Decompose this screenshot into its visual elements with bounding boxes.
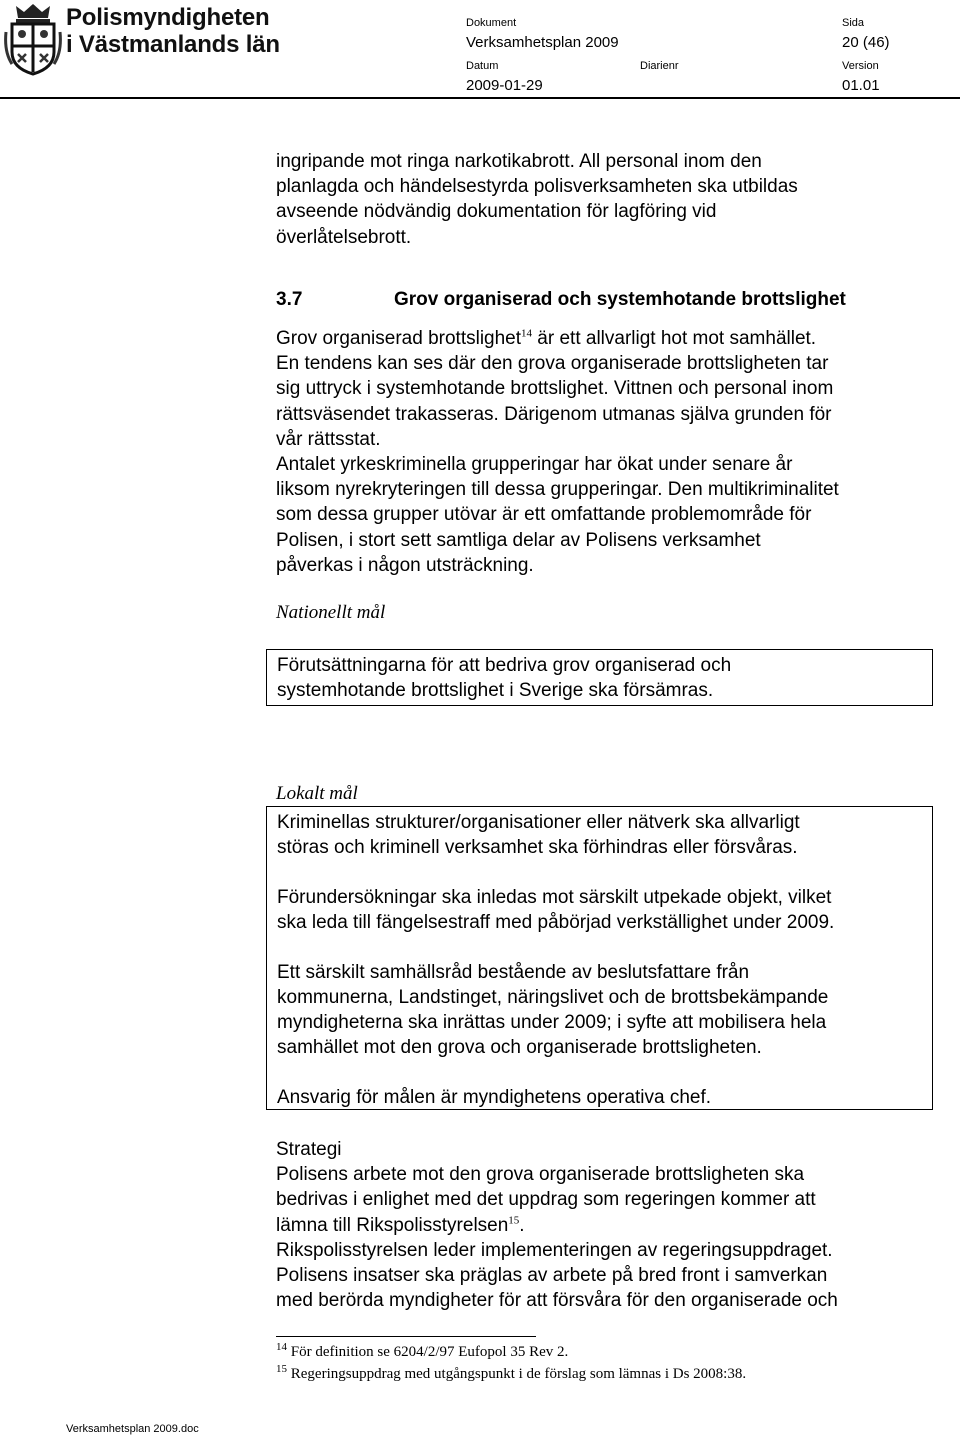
local-goal-line: Ett särskilt samhällsråd bestående av beslutsfattare från xyxy=(277,962,750,983)
strategy-line: Polisens insatser ska präglas av arbete på bred front i samverkan xyxy=(276,1265,828,1287)
intro-line: överlåtelsebrott. xyxy=(276,226,412,248)
intro-line: ingripande mot ringa narkotikabrott. All personal inom den xyxy=(276,151,762,172)
local-goal-line: störas och kriminell verksamhet ska förhindras eller försvåras. xyxy=(277,837,798,858)
footnote-number: 14 xyxy=(276,1341,287,1353)
section-line: rättsväsendet trakasseras. Därigenom utmanas själva grunden för xyxy=(276,403,832,425)
local-goal-line: myndigheterna ska inrättas under 2009; i syfte att mobilisera hela xyxy=(277,1012,827,1033)
intro-line: avseende nödvändig dokumentation för lagföring vid xyxy=(276,201,717,223)
strategy-heading: Strategi xyxy=(276,1139,342,1160)
local-goal-box xyxy=(266,806,933,1110)
local-goal-line: kommunerna, Landstinget, näringslivet och de brottsbekämpande xyxy=(277,987,829,1008)
section-line: sig uttryck i systemhotande brottslighet. Vittnen och personal inom xyxy=(276,378,834,400)
organization-name-line2: i Västmanlands län xyxy=(66,31,280,58)
footnote-14 xyxy=(276,1342,568,1362)
page-label: Sida xyxy=(842,17,865,29)
section-line: Polisen, i stort sett samtliga delar av Polisens verksamhet xyxy=(276,529,761,551)
local-goal-heading: Lokalt mål xyxy=(276,783,358,804)
section-line: Antalet yrkeskriminella grupperingar har ökat under senare år xyxy=(276,454,793,476)
local-goal-line: ska leda till fängelsestraff med påbörjad verkställighet under 2009. xyxy=(277,912,835,933)
section-body xyxy=(276,326,926,578)
date-value: 2009-01-29 xyxy=(466,77,543,94)
footnote-number: 15 xyxy=(276,1363,287,1375)
strategy-line xyxy=(276,1213,926,1238)
footnote-15 xyxy=(276,1364,746,1384)
local-goal-line: Ansvarig för målen är myndighetens operativa chef. xyxy=(277,1087,712,1108)
section-line: som dessa grupper utövar är ett omfattande problemområde för xyxy=(276,504,812,526)
section-line xyxy=(276,326,926,351)
section-line: liksom nyrekryteringen till dessa grupperingar. Den multikriminalitet xyxy=(276,479,839,501)
section-line-text: Grov organiserad brottslighet xyxy=(276,328,522,349)
section-line: påverkas i någon utsträckning. xyxy=(276,554,534,576)
document-value: Verksamhetsplan 2009 xyxy=(466,34,619,51)
strategy-line: Polisens arbete mot den grova organiserade brottsligheten ska xyxy=(276,1164,805,1186)
version-value: 01.01 xyxy=(842,77,880,94)
header-divider xyxy=(0,97,960,99)
strategy-section xyxy=(276,1137,926,1313)
intro-paragraph xyxy=(276,149,926,250)
footnote-separator xyxy=(276,1336,536,1337)
section-line: En tendens kan ses där den grova organiserade brottsligheten tar xyxy=(276,353,829,375)
national-goal-line: systemhotande brottslighet i Sverige ska försämras. xyxy=(277,680,714,701)
section-line: vår rättsstat. xyxy=(276,428,381,450)
strategy-line-text: lämna till Rikspolisstyrelsen xyxy=(276,1214,509,1236)
intro-line: planlagda och händelsestyrda polisverksamheten ska utbildas xyxy=(276,176,798,198)
strategy-line: Rikspolisstyrelsen leder implementeringen av regeringsuppdraget. xyxy=(276,1239,833,1261)
organization-name xyxy=(66,4,280,58)
section-title: Grov organiserad och systemhotande brottslighet xyxy=(394,289,846,310)
national-goal-box xyxy=(266,649,933,706)
footnote-ref-14: 14 xyxy=(521,327,533,340)
version-label: Version xyxy=(842,60,879,72)
local-goal-line: Kriminellas strukturer/organisationer eller nätverk ska allvarligt xyxy=(277,812,800,833)
section-number: 3.7 xyxy=(276,289,303,310)
local-goal-line: samhället mot den grova och organiserade brottsligheten. xyxy=(277,1037,762,1058)
strategy-line-text: . xyxy=(519,1214,525,1236)
national-goal-heading: Nationellt mål xyxy=(276,602,386,623)
page-value: 20 (46) xyxy=(842,34,890,51)
organization-name-line1: Polismyndigheten xyxy=(66,4,270,31)
strategy-line: bedrivas i enlighet med det uppdrag som regeringen kommer att xyxy=(276,1189,816,1211)
footnote-text: Regeringsuppdrag med utgångspunkt i de förslag som lämnas i Ds 2008:38. xyxy=(287,1366,747,1382)
date-label: Datum xyxy=(466,60,499,72)
section-line-text: är ett allvarligt hot mot samhället. xyxy=(532,328,817,349)
footnote-ref-15: 15 xyxy=(508,1214,520,1227)
section-heading xyxy=(276,287,846,312)
footnote-text: För definition se 6204/2/97 Eufopol 35 Rev 2. xyxy=(287,1344,569,1360)
police-crest-logo xyxy=(4,2,62,76)
diarienr-label: Diarienr xyxy=(640,60,679,72)
national-goal-line: Förutsättningarna för att bedriva grov organiserad och xyxy=(277,655,732,676)
strategy-line: med berörda myndigheter för att försvåra för den organiserade och xyxy=(276,1290,838,1312)
document-label: Dokument xyxy=(466,17,517,29)
local-goal-line: Förundersökningar ska inledas mot särskilt utpekade objekt, vilket xyxy=(277,887,832,908)
footer-filename: Verksamhetsplan 2009.doc xyxy=(66,1423,199,1435)
